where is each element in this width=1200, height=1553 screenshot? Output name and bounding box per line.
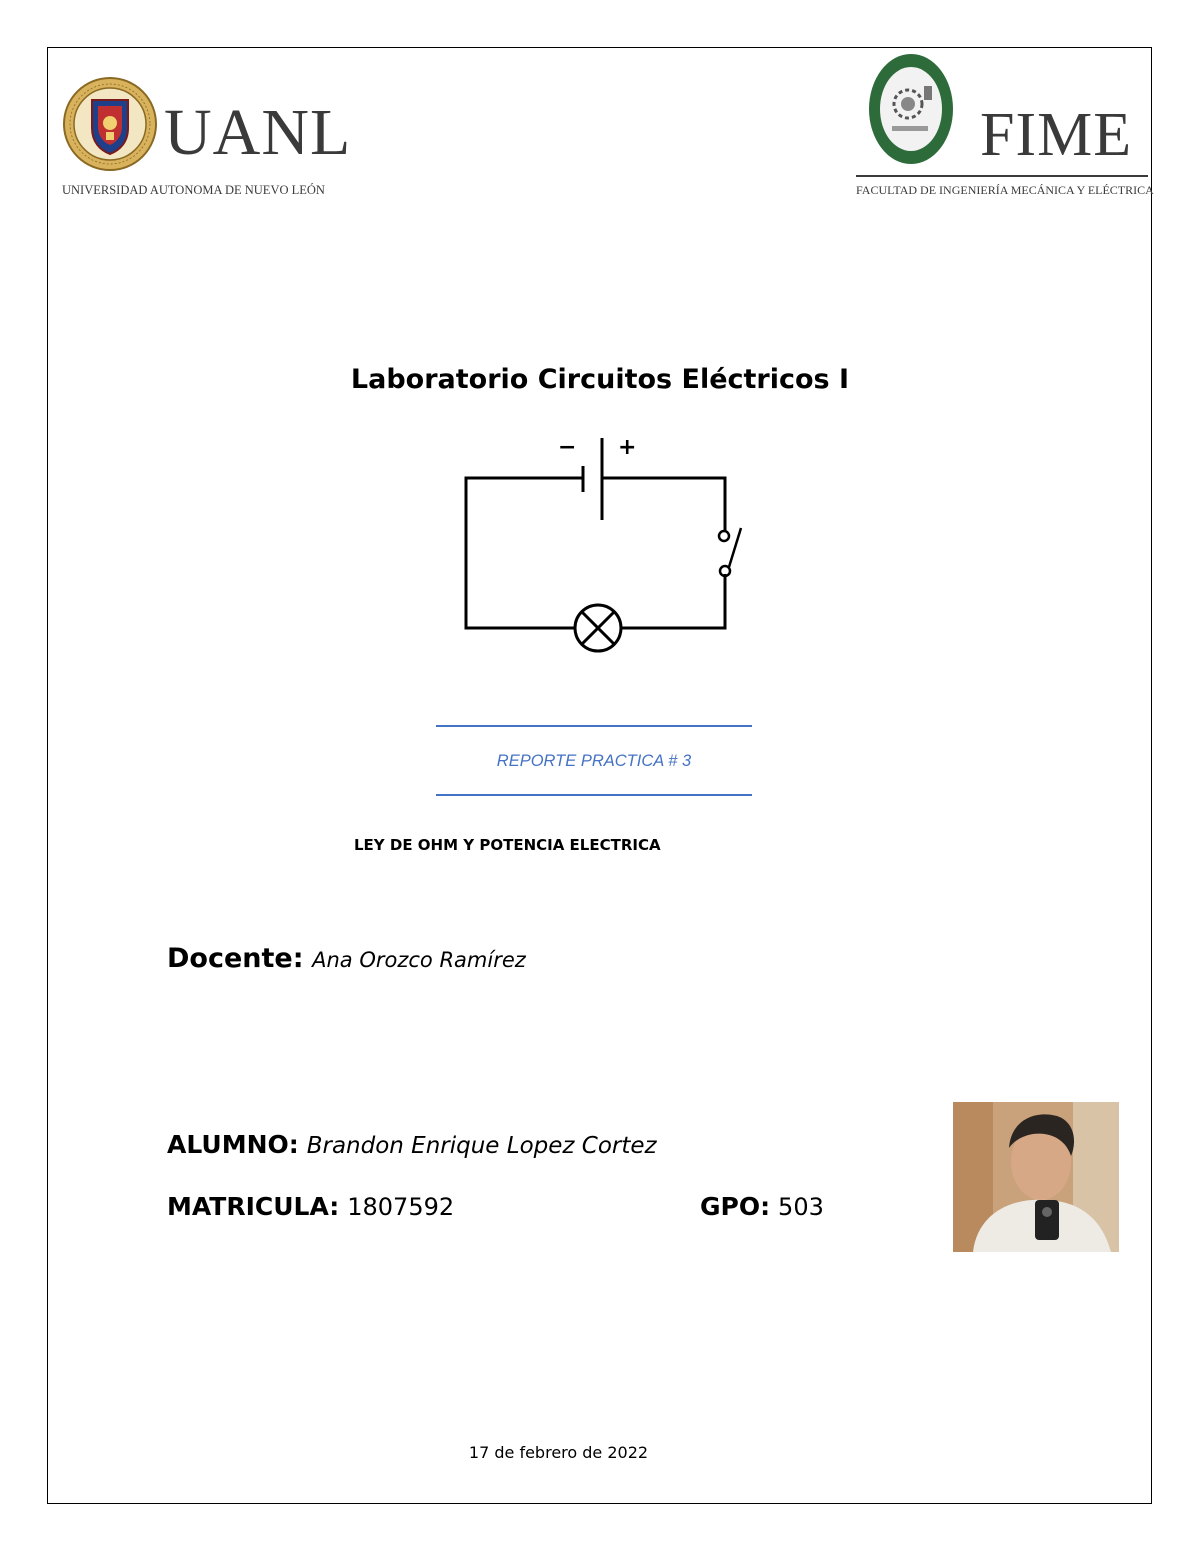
matricula-row (167, 1192, 454, 1221)
docente-value: Ana Orozco Ramírez (312, 948, 526, 972)
uanl-logo-text: UANL (164, 96, 352, 169)
fime-seal-icon (868, 52, 954, 166)
matricula-value: 1807592 (347, 1193, 455, 1221)
page-title: Laboratorio Circuitos Eléctricos I (350, 364, 850, 395)
report-date: 17 de febrero de 2022 (468, 1443, 649, 1462)
switch-lever (729, 528, 741, 567)
report-rule-top (436, 725, 752, 727)
circuit-plus-label: + (618, 435, 637, 460)
circuit-wire-right-top (602, 478, 725, 528)
circuit-wire-right-bottom (622, 574, 725, 628)
circuit-wire-left (466, 478, 583, 628)
fime-divider (856, 175, 1148, 177)
uanl-seal-icon (62, 76, 158, 172)
alumno-row (167, 1130, 657, 1159)
alumno-label: ALUMNO: (167, 1130, 299, 1159)
circuit-diagram (440, 428, 760, 664)
report-label: REPORTE PRACTICA # 3 (496, 752, 692, 770)
page-border (47, 47, 1152, 1504)
docente-row (167, 943, 526, 974)
alumno-value: Brandon Enrique Lopez Cortez (306, 1133, 657, 1159)
uanl-subtitle: UNIVERSIDAD AUTONOMA DE NUEVO LEÓN (62, 183, 325, 197)
switch-contact-top (719, 531, 729, 541)
report-rule-bottom (436, 794, 752, 796)
fime-subtitle: FACULTAD DE INGENIERÍA MECÁNICA Y ELÉCTRICA (856, 183, 1154, 197)
gpo-value: 503 (778, 1193, 824, 1221)
gpo-row (700, 1192, 824, 1221)
practice-subtitle: LEY DE OHM Y POTENCIA ELECTRICA (354, 836, 661, 854)
circuit-minus-label: − (558, 435, 577, 460)
fime-logo-text: FIME (980, 101, 1133, 169)
matricula-label: MATRICULA: (167, 1192, 340, 1221)
gpo-label: GPO: (700, 1192, 771, 1221)
student-photo (953, 1102, 1119, 1252)
docente-label: Docente: (167, 943, 304, 974)
